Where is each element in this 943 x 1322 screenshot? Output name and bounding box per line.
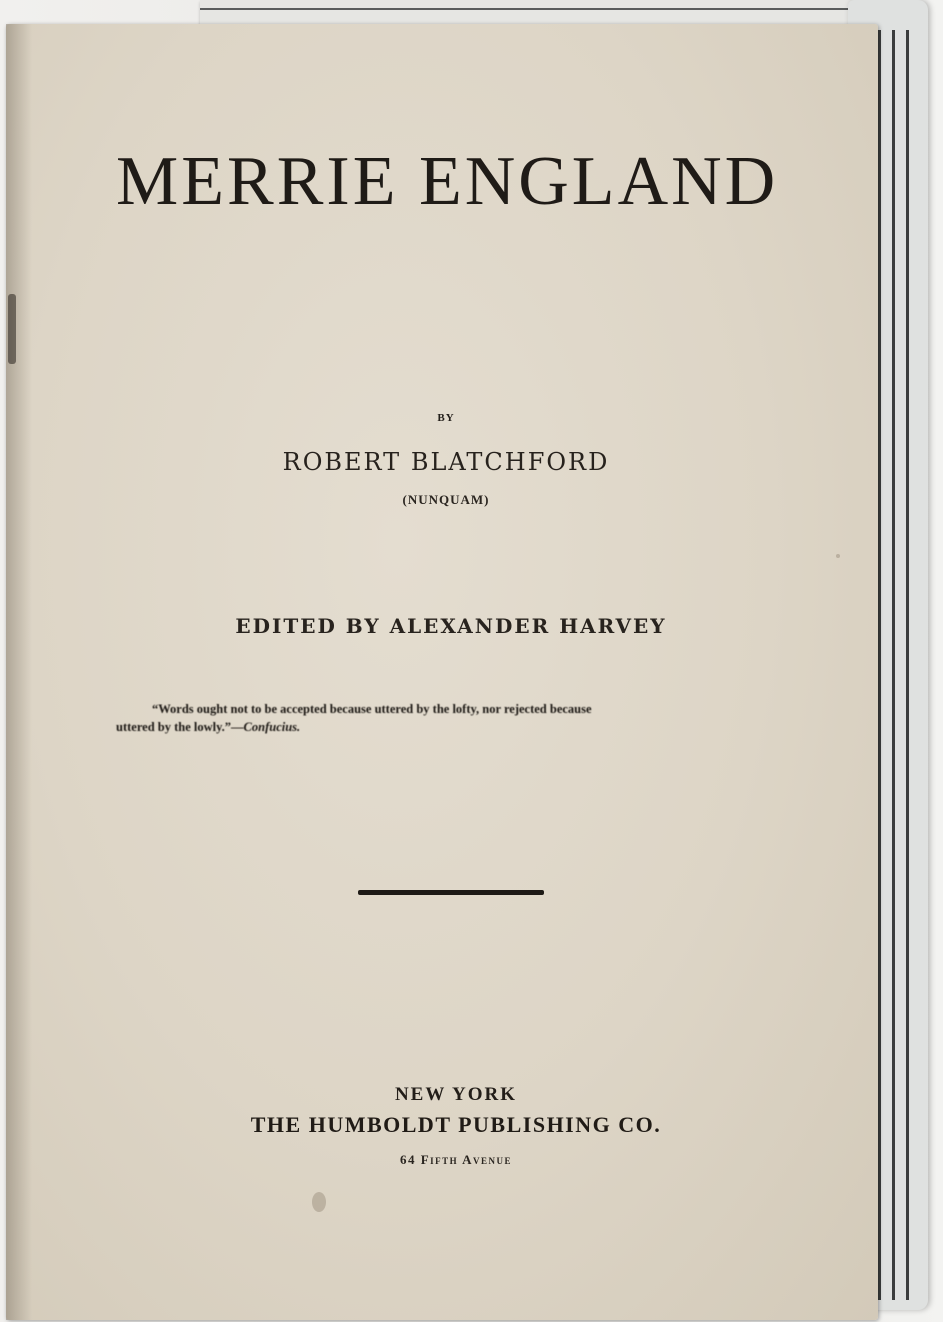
editor-line: EDITED BY ALEXANDER HARVEY xyxy=(235,614,667,638)
paper-spot xyxy=(312,1192,326,1212)
title-page xyxy=(6,24,878,1320)
epigraph xyxy=(116,700,796,736)
gutter-shadow xyxy=(6,24,32,1320)
paper-spot xyxy=(836,554,840,558)
paper-spot xyxy=(8,294,16,364)
book-title: MERRIE ENGLAND xyxy=(116,143,779,220)
epigraph-line-2 xyxy=(116,718,796,736)
previous-page-edge xyxy=(200,0,880,27)
epigraph-attribution: Confucius. xyxy=(243,720,301,734)
divider-rule xyxy=(358,890,544,895)
by-label: BY xyxy=(437,412,455,424)
author-pseudonym: (NUNQUAM) xyxy=(402,492,490,507)
epigraph-line-1: “Words ought not to be accepted because uttered by the lofty, nor rejected because xyxy=(152,702,592,716)
imprint-address: 64 Fifth Avenue xyxy=(399,1152,513,1167)
imprint-place: NEW YORK xyxy=(394,1084,518,1105)
epigraph-line-2-text: uttered by the lowly.”— xyxy=(116,720,244,734)
imprint-publisher: THE HUMBOLDT PUBLISHING CO. xyxy=(250,1112,662,1137)
author-name: ROBERT BLATCHFORD xyxy=(282,448,610,476)
